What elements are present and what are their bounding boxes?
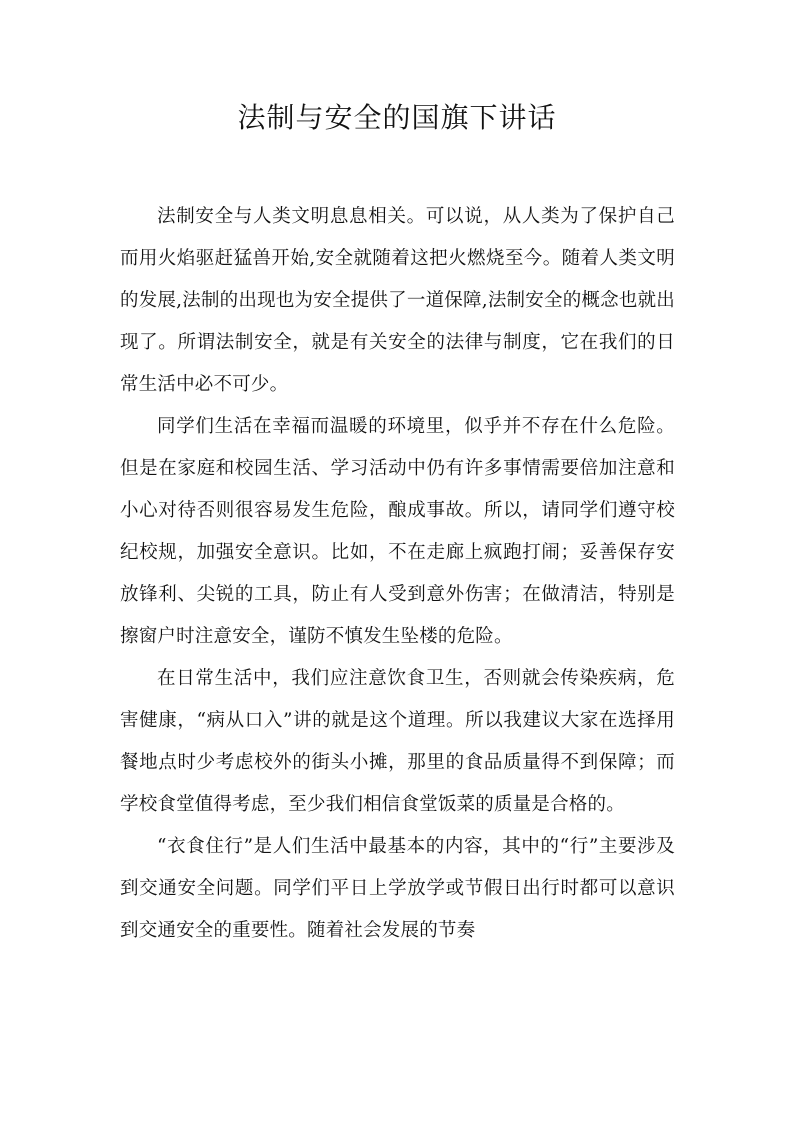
paragraph-3: 在日常生活中，我们应注意饮食卫生，否则就会传染疾病，危害健康，“病从口入”讲的就是这个道理。所以我建议大家在选择用餐地点时少考虑校外的街头小摊，那里的食品质量得不到保障；而学校食堂值得考虑，至少我们相信食堂饭菜的质量是合格的。	[120, 668, 675, 815]
document-title: 法制与安全的国旗下讲话	[237, 101, 557, 134]
paragraph-2: 同学们生活在幸福而温暖的环境里，似乎并不存在什么危险。但是在家庭和校园生活、学习活动中仍有许多事情需要倍加注意和小心对待否则很容易发生危险，酿成事故。所以，请同学们遵守校纪校规，加强安全意识。比如，不在走廊上疯跑打闹；妥善保存安放锋利、尖锐的工具，防止有人受到意外伤害；在做清洁，特别是擦窗户时注意安全，谨防不慎发生坠楼的危险。	[120, 416, 675, 647]
document-body	[120, 196, 675, 952]
paragraph-1: 法制安全与人类文明息息相关。可以说，从人类为了保护自己而用火焰驱赶猛兽开始,安全就随着这把火燃烧至今。随着人类文明的发展,法制的出现也为安全提供了一道保障,法制安全的概念也就出现了。所谓法制安全，就是有关安全的法律与制度，它在我们的日常生活中必不可少。	[120, 206, 675, 395]
paragraph-4: “衣食住行”是人们生活中最基本的内容，其中的“行”主要涉及到交通安全问题。同学们平日上学放学或节假日出行时都可以意识到交通安全的重要性。随着社会发展的节奏	[120, 836, 675, 941]
